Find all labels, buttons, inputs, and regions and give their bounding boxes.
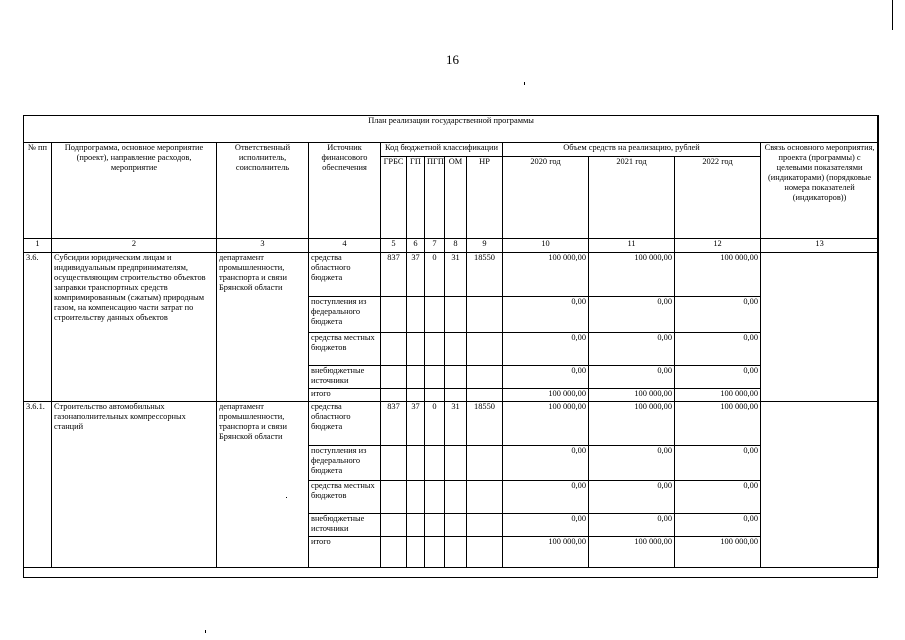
funding-source: средства местных бюджетов xyxy=(309,481,381,514)
amount-2021: 100 000,00 xyxy=(589,253,675,297)
column-number: 1 xyxy=(24,239,52,253)
nr-code xyxy=(467,514,503,537)
header-budget-code: Код бюджетной классификации xyxy=(381,143,503,157)
pgp-code xyxy=(425,481,445,514)
om-code: 31 xyxy=(445,253,467,297)
nr-code xyxy=(467,537,503,568)
table-title: План реализации государственной программы xyxy=(24,116,879,143)
executor-name: департамент промышленности, транспорта и связи Брянской области xyxy=(217,253,309,402)
funding-source: средства областного бюджета xyxy=(309,253,381,297)
amount-2022: 0,00 xyxy=(675,481,761,514)
column-number: 7 xyxy=(425,239,445,253)
nr-code: 18550 xyxy=(467,402,503,446)
column-number-row xyxy=(24,239,879,253)
amount-2022: 100 000,00 xyxy=(675,389,761,402)
om-code xyxy=(445,389,467,402)
gp-code: 37 xyxy=(407,402,425,446)
nr-code xyxy=(467,389,503,402)
gp-code xyxy=(407,333,425,366)
column-number: 10 xyxy=(503,239,589,253)
funding-source: итого xyxy=(309,389,381,402)
amount-2020: 100 000,00 xyxy=(503,402,589,446)
gp-code xyxy=(407,514,425,537)
funding-source: средства областного бюджета xyxy=(309,402,381,446)
table-row xyxy=(24,402,879,446)
amount-2022: 0,00 xyxy=(675,297,761,333)
header-2022: 2022 год xyxy=(675,157,761,239)
amount-2021: 0,00 xyxy=(589,481,675,514)
amount-2021: 0,00 xyxy=(589,366,675,389)
grbs-code xyxy=(381,537,407,568)
om-code: 31 xyxy=(445,402,467,446)
header-link: Связь основного мероприятия, проекта (программы) с целевыми показателями (индикаторами) (порядковые номера показателей (индикаторов)) xyxy=(761,143,879,239)
pgp-code xyxy=(425,366,445,389)
column-number: 6 xyxy=(407,239,425,253)
grbs-code xyxy=(381,481,407,514)
om-code xyxy=(445,514,467,537)
gp-code xyxy=(407,389,425,402)
indicator-link xyxy=(761,253,879,402)
om-code xyxy=(445,297,467,333)
column-number: 5 xyxy=(381,239,407,253)
amount-2020: 0,00 xyxy=(503,333,589,366)
column-number: 2 xyxy=(52,239,217,253)
grbs-code xyxy=(381,389,407,402)
amount-2022: 0,00 xyxy=(675,366,761,389)
column-number: 12 xyxy=(675,239,761,253)
column-number: 4 xyxy=(309,239,381,253)
gp-code xyxy=(407,446,425,481)
grbs-code: 837 xyxy=(381,253,407,297)
gp-code: 37 xyxy=(407,253,425,297)
scan-mark-top xyxy=(892,0,893,30)
pgp-code xyxy=(425,537,445,568)
page-number: 16 xyxy=(446,52,459,67)
row-number: 3.6. xyxy=(24,253,52,402)
gp-code xyxy=(407,297,425,333)
pgp-code xyxy=(425,333,445,366)
amount-2022: 0,00 xyxy=(675,333,761,366)
amount-2020: 0,00 xyxy=(503,366,589,389)
header-2020: 2020 год xyxy=(503,157,589,239)
amount-2022: 0,00 xyxy=(675,446,761,481)
funding-source: средства местных бюджетов xyxy=(309,333,381,366)
grbs-code xyxy=(381,333,407,366)
om-code xyxy=(445,446,467,481)
header-grbs: ГРБС xyxy=(381,157,407,239)
amount-2020: 0,00 xyxy=(503,514,589,537)
header-program: Подпрограмма, основное мероприятие (проект), направление расходов, мероприятие xyxy=(52,143,217,239)
header-num: № пп xyxy=(24,143,52,239)
pgp-code xyxy=(425,389,445,402)
column-number: 11 xyxy=(589,239,675,253)
grbs-code xyxy=(381,446,407,481)
column-number: 9 xyxy=(467,239,503,253)
plan-table xyxy=(23,115,879,568)
amount-2020: 0,00 xyxy=(503,297,589,333)
header-om: ОМ xyxy=(445,157,467,239)
pgp-code xyxy=(425,514,445,537)
header-volume: Объем средств на реализацию, рублей xyxy=(503,143,761,157)
header-pgp: ПГП xyxy=(425,157,445,239)
om-code xyxy=(445,333,467,366)
program-name: Строительство автомобильных газонаполнительных компрессорных станций xyxy=(52,402,217,568)
header-gp: ГП xyxy=(407,157,425,239)
header-source: Источник финансового обеспечения xyxy=(309,143,381,239)
amount-2020: 0,00 xyxy=(503,446,589,481)
amount-2021: 0,00 xyxy=(589,297,675,333)
amount-2021: 0,00 xyxy=(589,514,675,537)
funding-source: итого xyxy=(309,537,381,568)
grbs-code: 837 xyxy=(381,402,407,446)
nr-code xyxy=(467,297,503,333)
nr-code: 18550 xyxy=(467,253,503,297)
amount-2021: 100 000,00 xyxy=(589,389,675,402)
amount-2021: 100 000,00 xyxy=(589,537,675,568)
amount-2020: 100 000,00 xyxy=(503,537,589,568)
nr-code xyxy=(467,366,503,389)
amount-2022: 100 000,00 xyxy=(675,537,761,568)
column-number: 3 xyxy=(217,239,309,253)
gp-code xyxy=(407,366,425,389)
grbs-code xyxy=(381,514,407,537)
gp-code xyxy=(407,481,425,514)
amount-2021: 0,00 xyxy=(589,333,675,366)
grbs-code xyxy=(381,366,407,389)
om-code xyxy=(445,537,467,568)
table-row xyxy=(24,253,879,297)
om-code xyxy=(445,481,467,514)
amount-2021: 0,00 xyxy=(589,446,675,481)
funding-source: поступления из федерального бюджета xyxy=(309,297,381,333)
column-number: 13 xyxy=(761,239,879,253)
pgp-code xyxy=(425,446,445,481)
funding-source: поступления из федерального бюджета xyxy=(309,446,381,481)
header-2021: 2021 год xyxy=(589,157,675,239)
amount-2020: 100 000,00 xyxy=(503,253,589,297)
amount-2021: 100 000,00 xyxy=(589,402,675,446)
funding-source: внебюджетные источники xyxy=(309,366,381,389)
header-executor: Ответственный исполнитель, соисполнитель xyxy=(217,143,309,239)
scan-dot-1 xyxy=(524,82,525,85)
amount-2020: 0,00 xyxy=(503,481,589,514)
amount-2022: 100 000,00 xyxy=(675,253,761,297)
gp-code xyxy=(407,537,425,568)
pgp-code: 0 xyxy=(425,402,445,446)
amount-2020: 100 000,00 xyxy=(503,389,589,402)
program-name: Субсидии юридическим лицам и индивидуальным предпринимателям, осуществляющим строительство объектов заправки транспортных средств компримированным (сжатым) природным газом, на компенсацию части затрат по строительству данных объектов xyxy=(52,253,217,402)
om-code xyxy=(445,366,467,389)
indicator-link xyxy=(761,402,879,568)
pgp-code: 0 xyxy=(425,253,445,297)
amount-2022: 100 000,00 xyxy=(675,402,761,446)
row-number: 3.6.1. xyxy=(24,402,52,568)
pgp-code xyxy=(425,297,445,333)
scan-dot-2 xyxy=(205,630,206,633)
header-nr: НР xyxy=(467,157,503,239)
nr-code xyxy=(467,481,503,514)
nr-code xyxy=(467,333,503,366)
nr-code xyxy=(467,446,503,481)
amount-2022: 0,00 xyxy=(675,514,761,537)
executor-name: департамент промышленности, транспорта и связи Брянской области xyxy=(217,402,309,568)
funding-source: внебюджетные источники xyxy=(309,514,381,537)
column-number: 8 xyxy=(445,239,467,253)
grbs-code xyxy=(381,297,407,333)
